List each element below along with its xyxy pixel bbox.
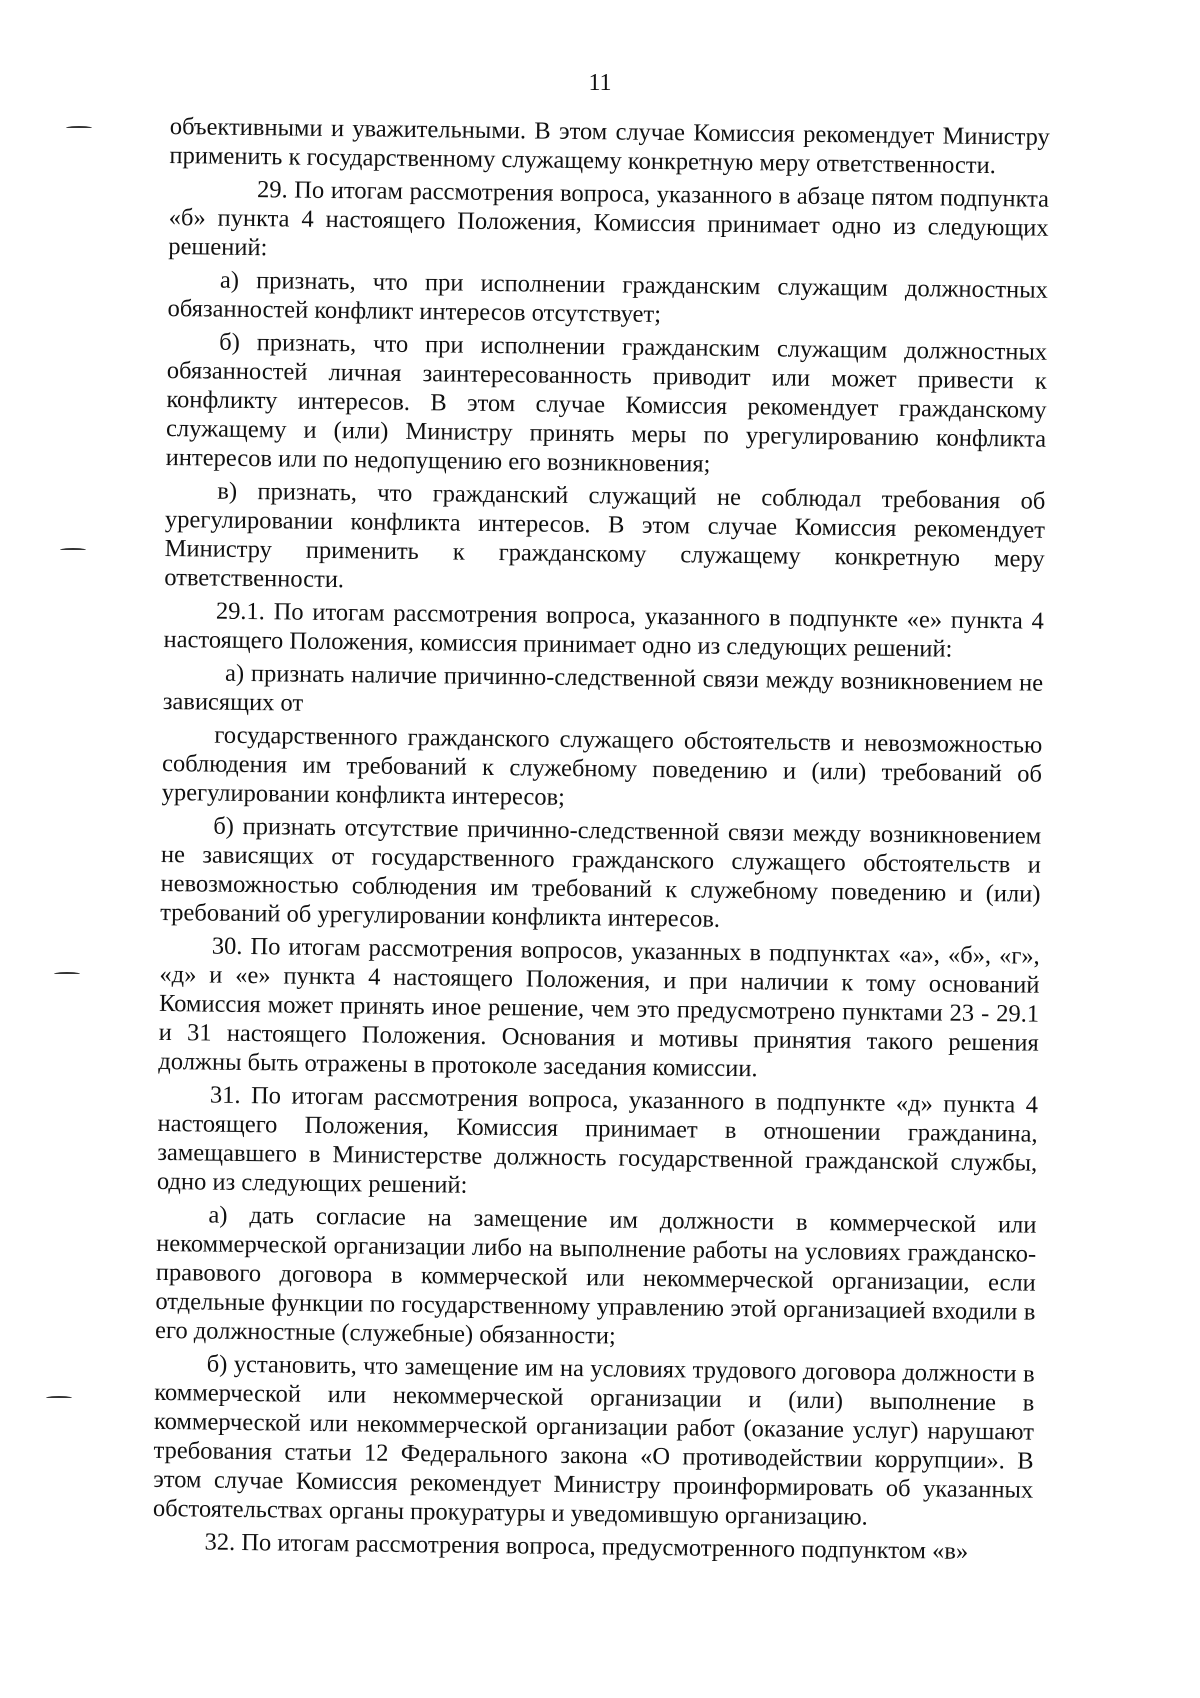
paragraph: б) признать, что при исполнении гражданским служащим должностных обязанностей личная заинтересованность приводит или может привести к конфликту интересов. В этом случае Комиссия рекомендует гражданскому служащему и (или) Министру принять меры по урегулированию конфликта интересов или по недопущению его возникновения; <box>165 328 1048 478</box>
paragraph: государственного гражданского служащего обстоятельств и невозможностью соблюдения им требований к служебному поведению и (или) требований об урегулировании конфликта интересов; <box>161 721 1043 811</box>
paragraph: 32. По итогам рассмотрения вопроса, предусмотренного подпунктом «в» <box>204 1528 969 1565</box>
paragraph: 29.1. По итогам рассмотрения вопроса, указанного в подпункте «е» пункта 4 настоящего Положения, комиссия принимает одно из следующих решений: <box>163 597 1045 663</box>
paragraph: а) признать, что при исполнении гражданским служащим должностных обязанностей конфликт интересов отсутствует; <box>167 266 1049 329</box>
document-body <box>152 112 1050 1571</box>
paragraph: 29. По итогам рассмотрения вопроса, указанного в абзаце пятом подпункта «б» пункта 4 настоящего Положения, Комиссия принимает одно из следующих решений: <box>168 176 1050 262</box>
paragraph: б) установить, что замещение им на условиях трудового договора должности в коммерческой или некоммерческой организации и (или) выполнение в коммерческой или некоммерческой организации работ (оказание услуг) нарушают требования статьи 12 Федерального закона «О противодействии коррупции». В этом случае Комиссия рекомендует Министру проинформировать об указанных обстоятельствах органы прокуратуры и уведомившую организацию. <box>152 1350 1035 1531</box>
paragraph: б) признать отсутствие причинно-следственной связи между возникновением не зависящих от государственного гражданского служащего обстоятельств и невозможностью соблюдения им требований к служебному поведению и (или) требований об урегулировании конфликта интересов. <box>160 812 1042 933</box>
paragraph: 31. По итогам рассмотрения вопроса, указанного в подпункте «д» пункта 4 настоящего Положения, Комиссия принимает в отношении гражданина, замещавшего в Министерстве должность государственной гражданской службы, одно из следующих решений: <box>156 1081 1039 1199</box>
paragraph: в) признать, что гражданский служащий не соблюдал требования об урегулировании конфликта интересов. В этом случае Комиссия рекомендует Министру применить к гражданскому служащему конкретную меру ответственности. <box>164 477 1046 594</box>
paragraph: а) дать согласие на замещение им должности в коммерческой или некоммерческой организации либо на выполнение работы на условиях гражданско-правового договора в коммерческой или некоммерческой организации, если отдельные функции по государственному управлению этой организацией входили в его должностные (служебные) обязанности; <box>154 1201 1037 1350</box>
paragraph: а) признать наличие причинно-следственной связи между возникновением не зависящих от <box>162 659 1044 717</box>
page-number: 11 <box>588 70 612 96</box>
paragraph: 30. По итогам рассмотрения вопросов, указанных в подпунктах «а», «б», «г», «д» и «е» пункта 4 настоящего Положения, и при наличии к тому оснований Комиссия может принять иное решение, чем это предусмотрено пунктами 23 - 29.1 и 31 настоящего Положения. Основания и мотивы принятия такого решения должны быть отражены в протоколе заседания комиссии. <box>158 932 1040 1083</box>
margin-mark <box>66 126 92 130</box>
margin-mark <box>54 972 80 976</box>
paragraph: объективными и уважительными. В этом случае Комиссия рекомендует Министру применить к государственному служащему конкретную меру ответственности. <box>169 112 1050 180</box>
margin-mark <box>46 1396 72 1400</box>
margin-mark <box>60 548 86 552</box>
